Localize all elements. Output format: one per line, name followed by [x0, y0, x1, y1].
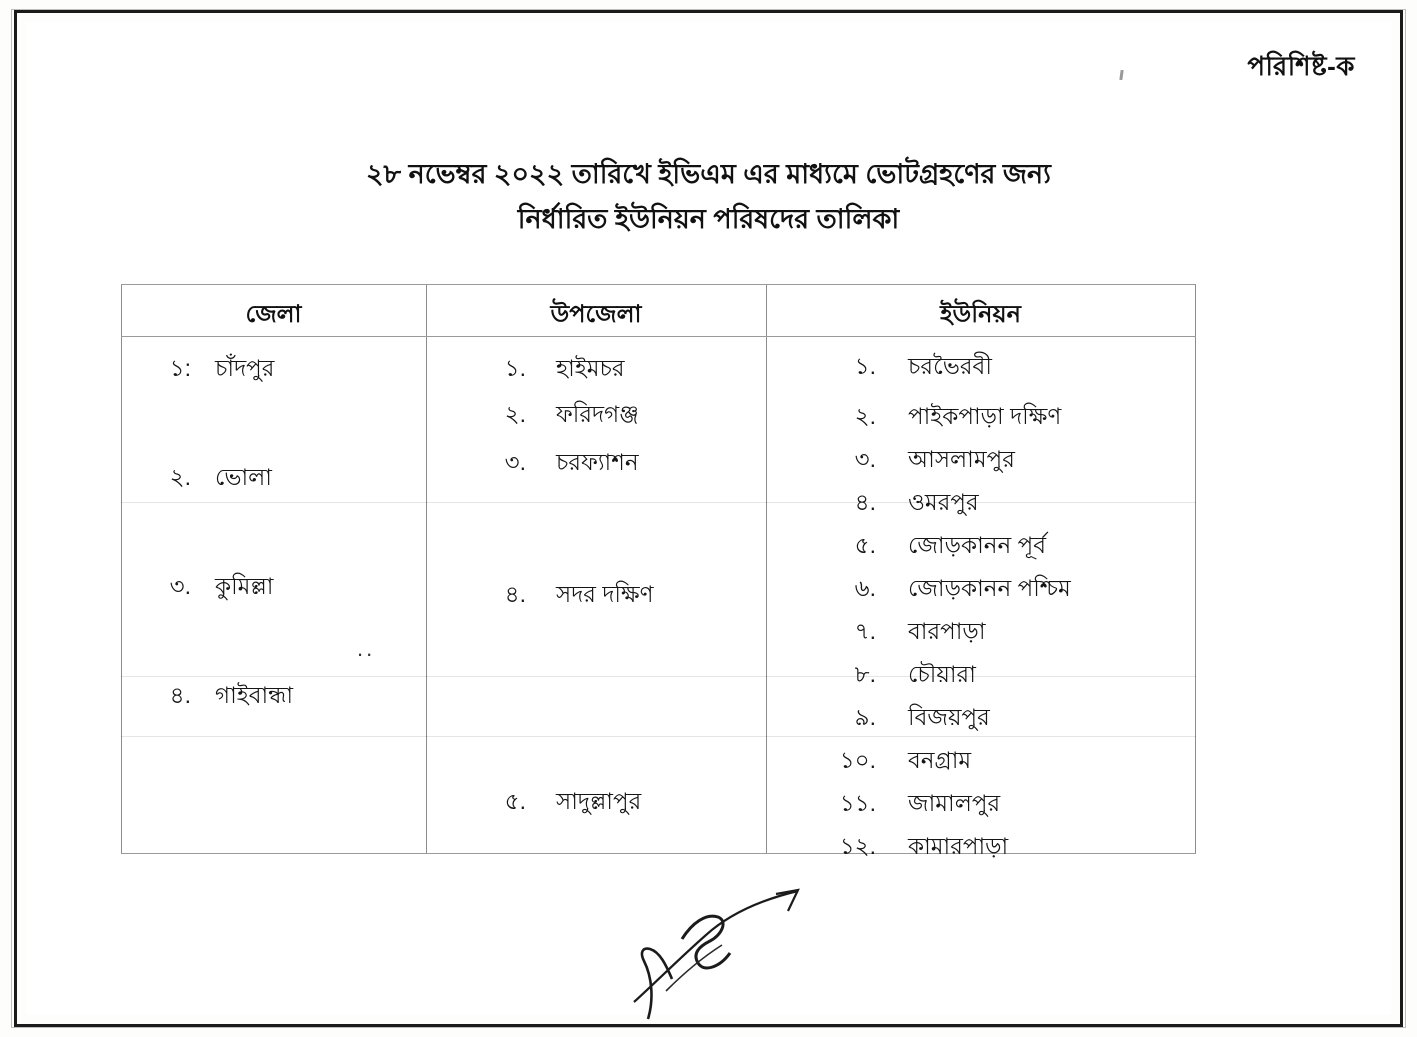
handwritten-signature [626, 887, 846, 1027]
row-label: সাদুল্লাপুর [556, 788, 642, 814]
row-number: ২. [169, 464, 191, 490]
row-label: সদর দক্ষিণ [556, 581, 654, 607]
table-row [766, 785, 1195, 828]
row-number: ১১. [839, 790, 876, 816]
table-row [766, 699, 1195, 742]
row-label: চরফ্যাশন [556, 449, 639, 475]
row-number: ১. [854, 353, 876, 379]
district-column [121, 336, 426, 877]
row-number: ২. [854, 403, 876, 429]
row-number: ৩. [169, 573, 191, 599]
table-vertical-rule [1195, 284, 1196, 854]
table-row [121, 336, 426, 445]
table-row [766, 484, 1195, 527]
table-row [766, 742, 1195, 785]
table-row [121, 554, 426, 663]
title-line-2: নির্ধারিত ইউনিয়ন পরিষদের তালিকা [517, 203, 900, 234]
row-label: বনগ্রাম [908, 747, 972, 773]
row-label: চরভৈরবী [908, 353, 992, 379]
table-row [121, 445, 426, 554]
row-number: ৩. [504, 449, 526, 475]
row-label: কামারপাড়া [908, 833, 1009, 859]
row-label: চাঁদপুর [215, 355, 275, 381]
table-row [766, 441, 1195, 484]
table-row [766, 527, 1195, 570]
union-column [766, 336, 1195, 871]
row-number: ১: [169, 355, 191, 381]
table-row [766, 613, 1195, 656]
row-label: হাইমচর [556, 355, 625, 381]
row-number: ২. [504, 401, 526, 427]
signature-strokes [626, 887, 846, 1027]
row-label: জামালপুর [908, 790, 1001, 816]
table-row [766, 828, 1195, 871]
row-label: জোড়কানন পশ্চিম [908, 575, 1071, 601]
document-sheet [26, 22, 1391, 1015]
upazila-column [426, 336, 766, 829]
row-number: ৫. [504, 788, 526, 814]
row-label: চৌয়ারা [908, 661, 976, 687]
row-label: বারপাড়া [908, 618, 986, 644]
scan-artifact-speck [1119, 70, 1123, 80]
table-row [766, 656, 1195, 699]
table-horizontal-rule [121, 284, 1196, 285]
row-number: ৪. [169, 682, 191, 708]
ellipsis-mark: .. [357, 636, 376, 661]
column-header-union: ইউনিয়ন [940, 301, 1021, 328]
row-label: ওমরপুর [908, 489, 979, 515]
table-row [426, 444, 766, 576]
row-label: পাইকপাড়া দক্ষিণ [908, 403, 1062, 429]
row-label: ভোলা [215, 464, 272, 490]
row-number: ৫. [854, 532, 876, 558]
table-row [766, 398, 1195, 441]
table-row [766, 336, 1195, 398]
row-label: বিজয়পুর [908, 704, 990, 730]
row-number: ৬. [854, 575, 876, 601]
table-row [766, 570, 1195, 613]
row-number: ৯. [854, 704, 876, 730]
appendix-label: পরিশিষ্ট-ক [1247, 51, 1355, 81]
row-number: ১. [504, 355, 526, 381]
row-number: ৮. [854, 661, 876, 687]
row-number: ১০. [839, 747, 876, 773]
row-number: ৪. [854, 489, 876, 515]
column-header-upazila: উপজেলা [550, 301, 642, 328]
row-label: আসলামপুর [908, 446, 1015, 472]
column-header-district: জেলা [245, 301, 302, 328]
row-number: ৩. [854, 446, 876, 472]
table-row [426, 576, 766, 783]
table-row [426, 396, 766, 444]
page-title [26, 152, 1391, 241]
row-label: গাইবান্ধা [215, 682, 294, 708]
title-line-1: ২৮ নভেম্বর ২০২২ তারিখে ইভিএম এর মাধ্যমে ভোটগ্রহণের জন্য [366, 159, 1051, 189]
row-number: ৪. [504, 581, 526, 607]
table-row [121, 663, 426, 877]
table-row [426, 336, 766, 396]
row-number: ৭. [854, 618, 876, 644]
row-number: ১২. [839, 833, 876, 859]
row-label: ফরিদগঞ্জ [556, 401, 639, 427]
row-label: জোড়কানন পূর্ব [908, 532, 1047, 558]
table-row [426, 783, 766, 829]
row-label: কুমিল্লা [215, 573, 274, 599]
union-list-table [121, 284, 1196, 859]
